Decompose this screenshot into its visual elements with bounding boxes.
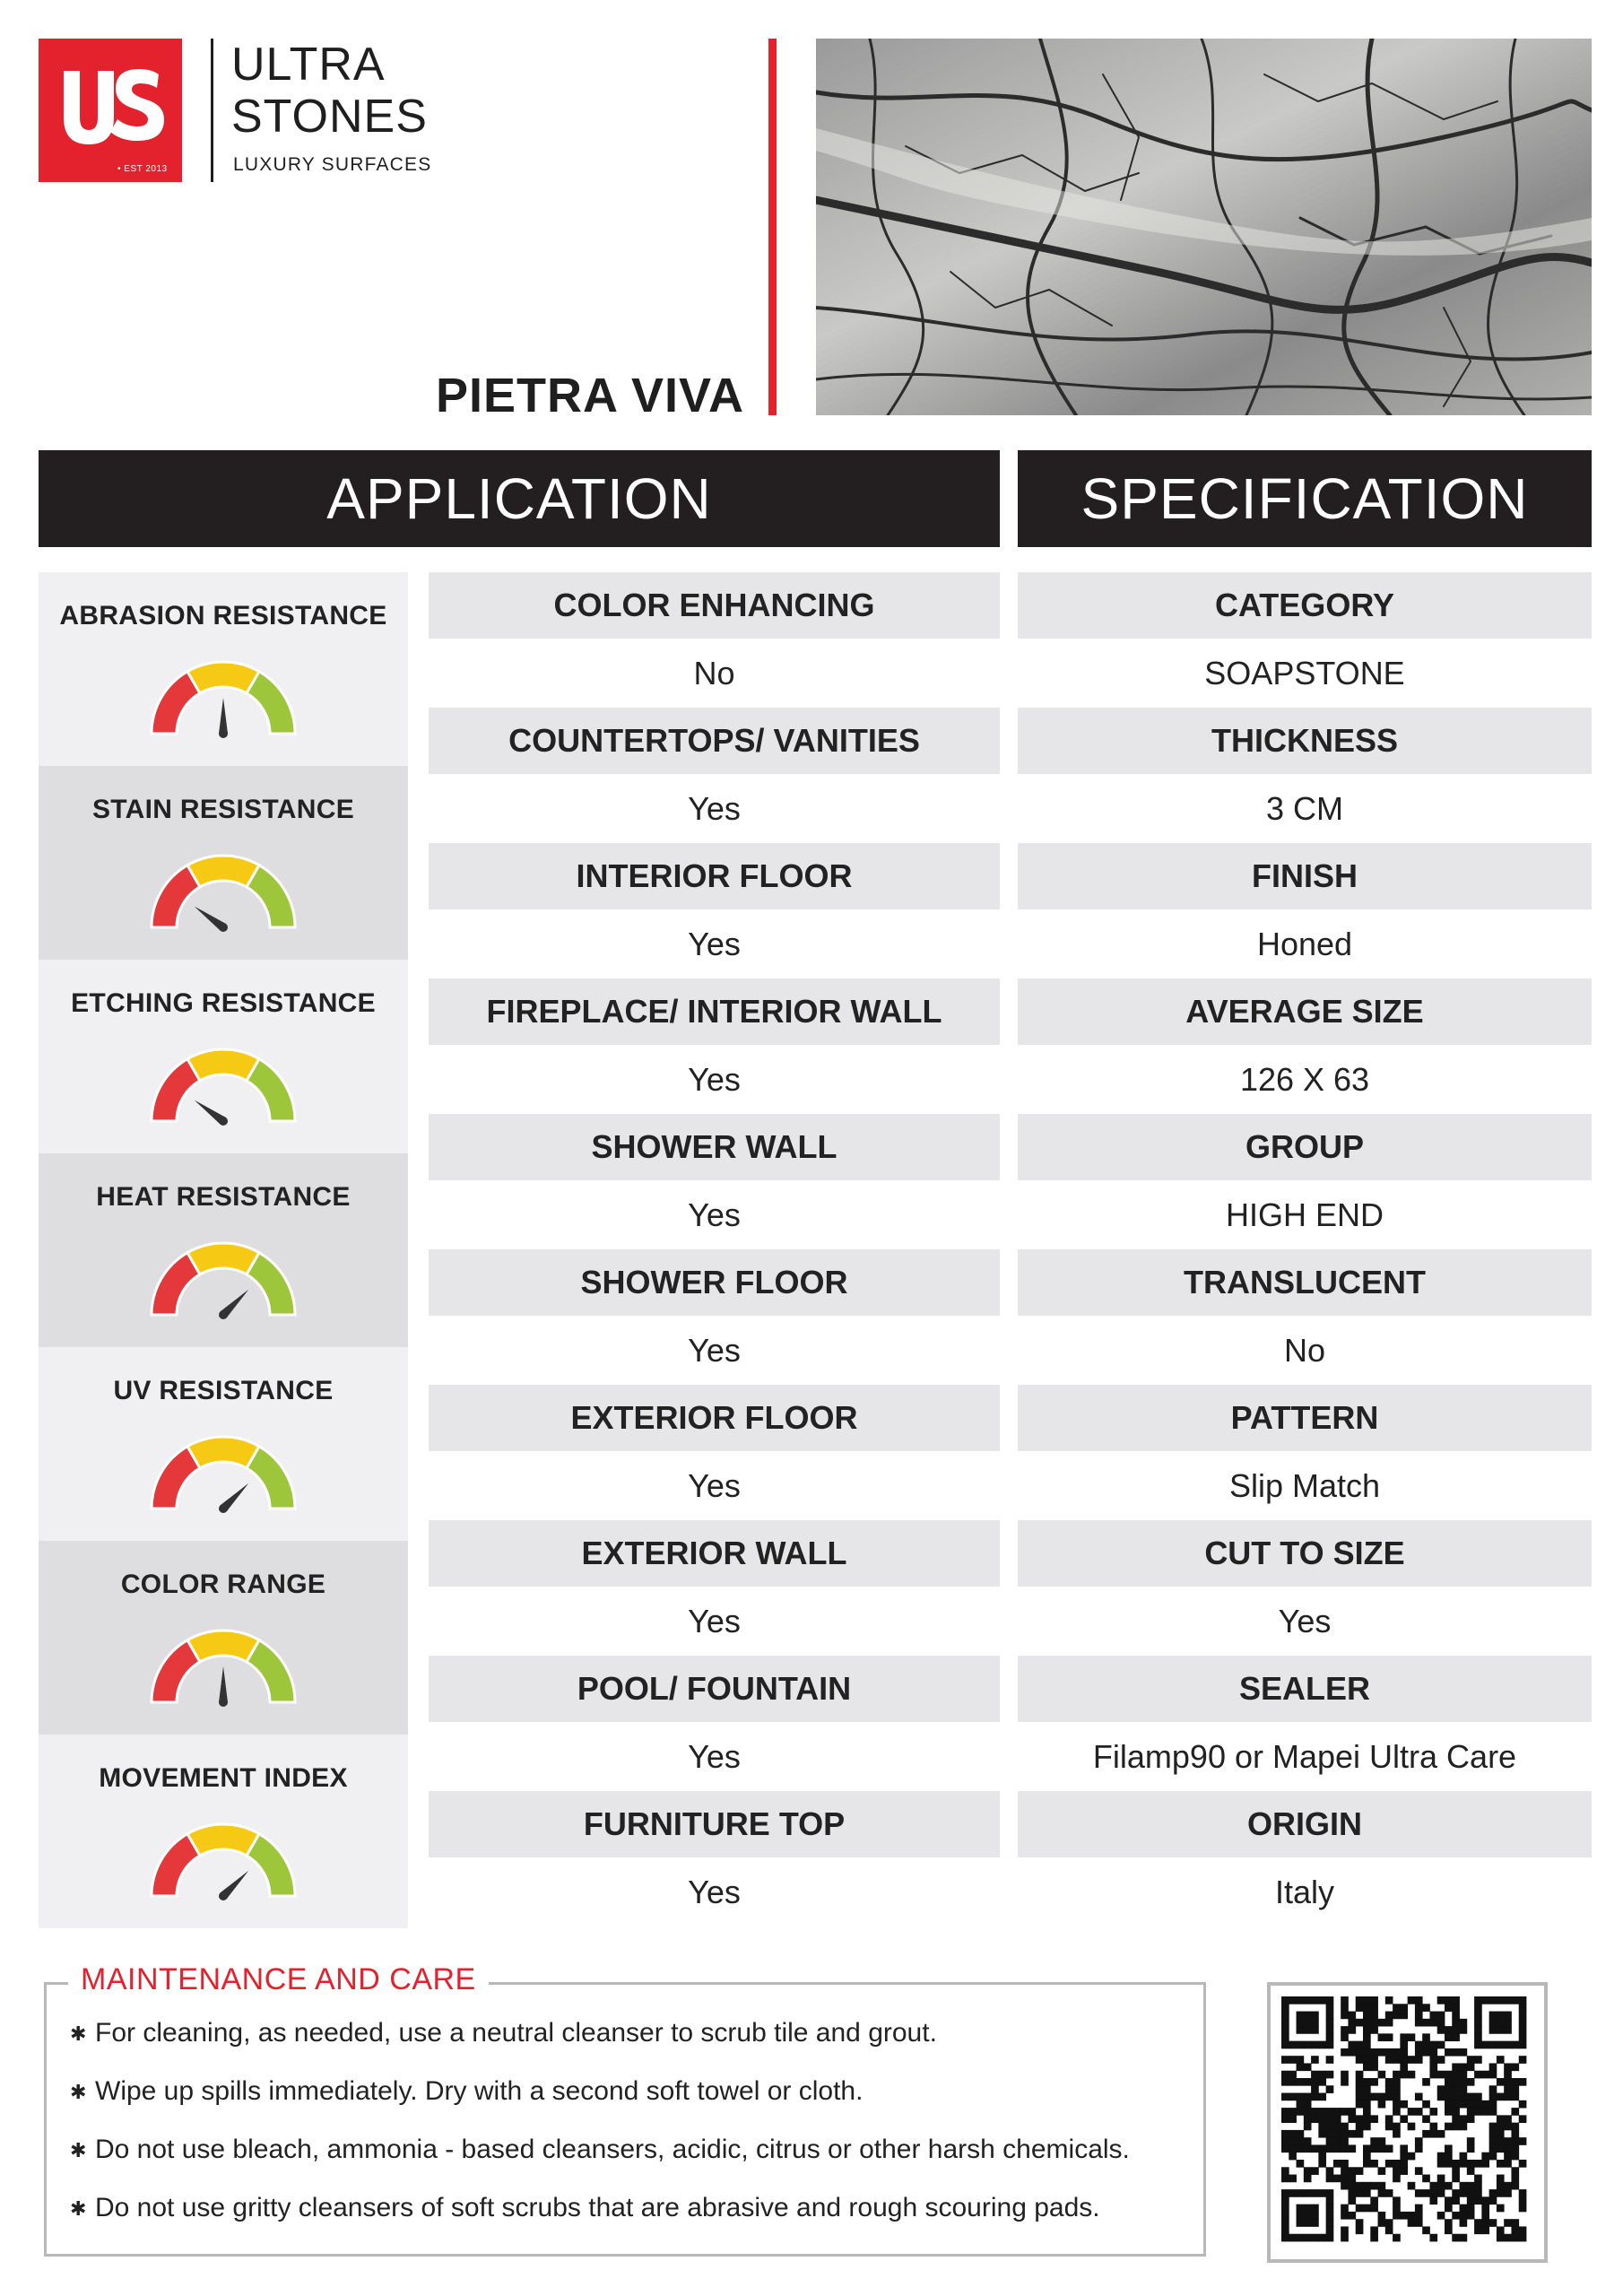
gauge-cell xyxy=(39,572,408,766)
logo-est: • EST 2013 xyxy=(117,164,168,174)
maintenance-item: ✱ Do not use bleach, ammonia - based cleansers, acidic, citrus or other harsh chemicals. xyxy=(70,2135,1130,2164)
specification-value: Italy xyxy=(1018,1859,1592,1926)
specification-value: 3 CM xyxy=(1018,776,1592,842)
gauge-cell xyxy=(39,766,408,960)
specification-header: SPECIFICATION xyxy=(1018,450,1592,547)
gauge-meter-icon xyxy=(147,1821,299,1901)
gauge-label: MOVEMENT INDEX xyxy=(99,1763,348,1793)
brand-name-line1: ULTRA xyxy=(231,39,386,91)
specification-label: PATTERN xyxy=(1018,1385,1592,1451)
brand-tagline: LUXURY SURFACES xyxy=(233,154,432,175)
gauge-meter-icon xyxy=(147,1046,299,1126)
application-value: Yes xyxy=(429,1859,1000,1926)
gauge-meter-icon xyxy=(147,1627,299,1708)
bullet-asterisk-icon: ✱ xyxy=(70,2022,87,2046)
bullet-asterisk-icon: ✱ xyxy=(70,2081,87,2104)
gauge-cell xyxy=(39,1541,408,1735)
application-label: COLOR ENHANCING xyxy=(429,572,1000,639)
gauge-cell xyxy=(39,960,408,1153)
gauge-meter-icon xyxy=(147,852,299,933)
logo-divider xyxy=(211,39,213,182)
gauge-cell xyxy=(39,1153,408,1347)
gauge-cell xyxy=(39,1735,408,1928)
application-header: APPLICATION xyxy=(39,450,1000,547)
application-value: Yes xyxy=(429,1047,1000,1113)
application-value: Yes xyxy=(429,1182,1000,1248)
specification-label: FINISH xyxy=(1018,843,1592,909)
application-label: EXTERIOR WALL xyxy=(429,1520,1000,1587)
specification-label: CUT TO SIZE xyxy=(1018,1520,1592,1587)
gauge-label: COLOR RANGE xyxy=(120,1570,326,1599)
application-value: Yes xyxy=(429,776,1000,842)
logo-mark-icon xyxy=(39,39,182,182)
application-label: FURNITURE TOP xyxy=(429,1791,1000,1857)
specification-label: GROUP xyxy=(1018,1114,1592,1180)
maintenance-item: ✱ Do not use gritty cleansers of soft scrubs that are abrasive and rough scouring pads. xyxy=(70,2193,1100,2222)
application-label: POOL/ FOUNTAIN xyxy=(429,1656,1000,1722)
specification-label: SEALER xyxy=(1018,1656,1592,1722)
specification-value: No xyxy=(1018,1318,1592,1384)
gauge-label: ETCHING RESISTANCE xyxy=(71,988,376,1018)
specification-label: AVERAGE SIZE xyxy=(1018,978,1592,1045)
application-value: No xyxy=(429,640,1000,707)
specification-value: SOAPSTONE xyxy=(1018,640,1592,707)
specification-label: CATEGORY xyxy=(1018,572,1592,639)
maintenance-item: ✱ For cleaning, as needed, use a neutral cleanser to scrub tile and grout. xyxy=(70,2018,937,2048)
specification-value: Filamp90 or Mapei Ultra Care xyxy=(1018,1724,1592,1790)
accent-bar xyxy=(768,39,777,415)
gauge-meter-icon xyxy=(147,1433,299,1514)
qr-code[interactable] xyxy=(1267,1982,1548,2263)
bullet-asterisk-icon: ✱ xyxy=(70,2197,87,2221)
gauge-label: UV RESISTANCE xyxy=(113,1376,334,1405)
gauge-label: STAIN RESISTANCE xyxy=(91,795,355,824)
specification-value: Honed xyxy=(1018,911,1592,978)
application-value: Yes xyxy=(429,1588,1000,1655)
bullet-asterisk-icon: ✱ xyxy=(70,2139,87,2162)
specification-label: THICKNESS xyxy=(1018,708,1592,774)
application-label: EXTERIOR FLOOR xyxy=(429,1385,1000,1451)
specification-value: Slip Match xyxy=(1018,1453,1592,1519)
gauge-label: ABRASION RESISTANCE xyxy=(59,601,387,631)
application-value: Yes xyxy=(429,1724,1000,1790)
product-name: PIETRA VIVA xyxy=(435,369,744,422)
specification-value: 126 X 63 xyxy=(1018,1047,1592,1113)
application-label: FIREPLACE/ INTERIOR WALL xyxy=(429,978,1000,1045)
maintenance-item: ✱ Wipe up spills immediately. Dry with a second soft towel or cloth. xyxy=(70,2076,864,2106)
brand-name-line2: STONES xyxy=(231,91,428,143)
application-label: SHOWER WALL xyxy=(429,1114,1000,1180)
brand-logo xyxy=(39,39,182,182)
specification-value: Yes xyxy=(1018,1588,1592,1655)
maintenance-title: MAINTENANCE AND CARE xyxy=(68,1962,489,1997)
specification-value: HIGH END xyxy=(1018,1182,1592,1248)
gauge-label: HEAT RESISTANCE xyxy=(96,1182,351,1212)
application-label: INTERIOR FLOOR xyxy=(429,843,1000,909)
stone-photo xyxy=(816,39,1592,415)
gauge-meter-icon xyxy=(147,658,299,739)
application-value: Yes xyxy=(429,911,1000,978)
specification-label: ORIGIN xyxy=(1018,1791,1592,1857)
application-value: Yes xyxy=(429,1453,1000,1519)
gauge-meter-icon xyxy=(147,1239,299,1320)
application-label: SHOWER FLOOR xyxy=(429,1249,1000,1316)
qr-code-icon xyxy=(1271,1986,1537,2252)
gauge-cell xyxy=(39,1347,408,1541)
application-value: Yes xyxy=(429,1318,1000,1384)
specification-label: TRANSLUCENT xyxy=(1018,1249,1592,1316)
application-label: COUNTERTOPS/ VANITIES xyxy=(429,708,1000,774)
